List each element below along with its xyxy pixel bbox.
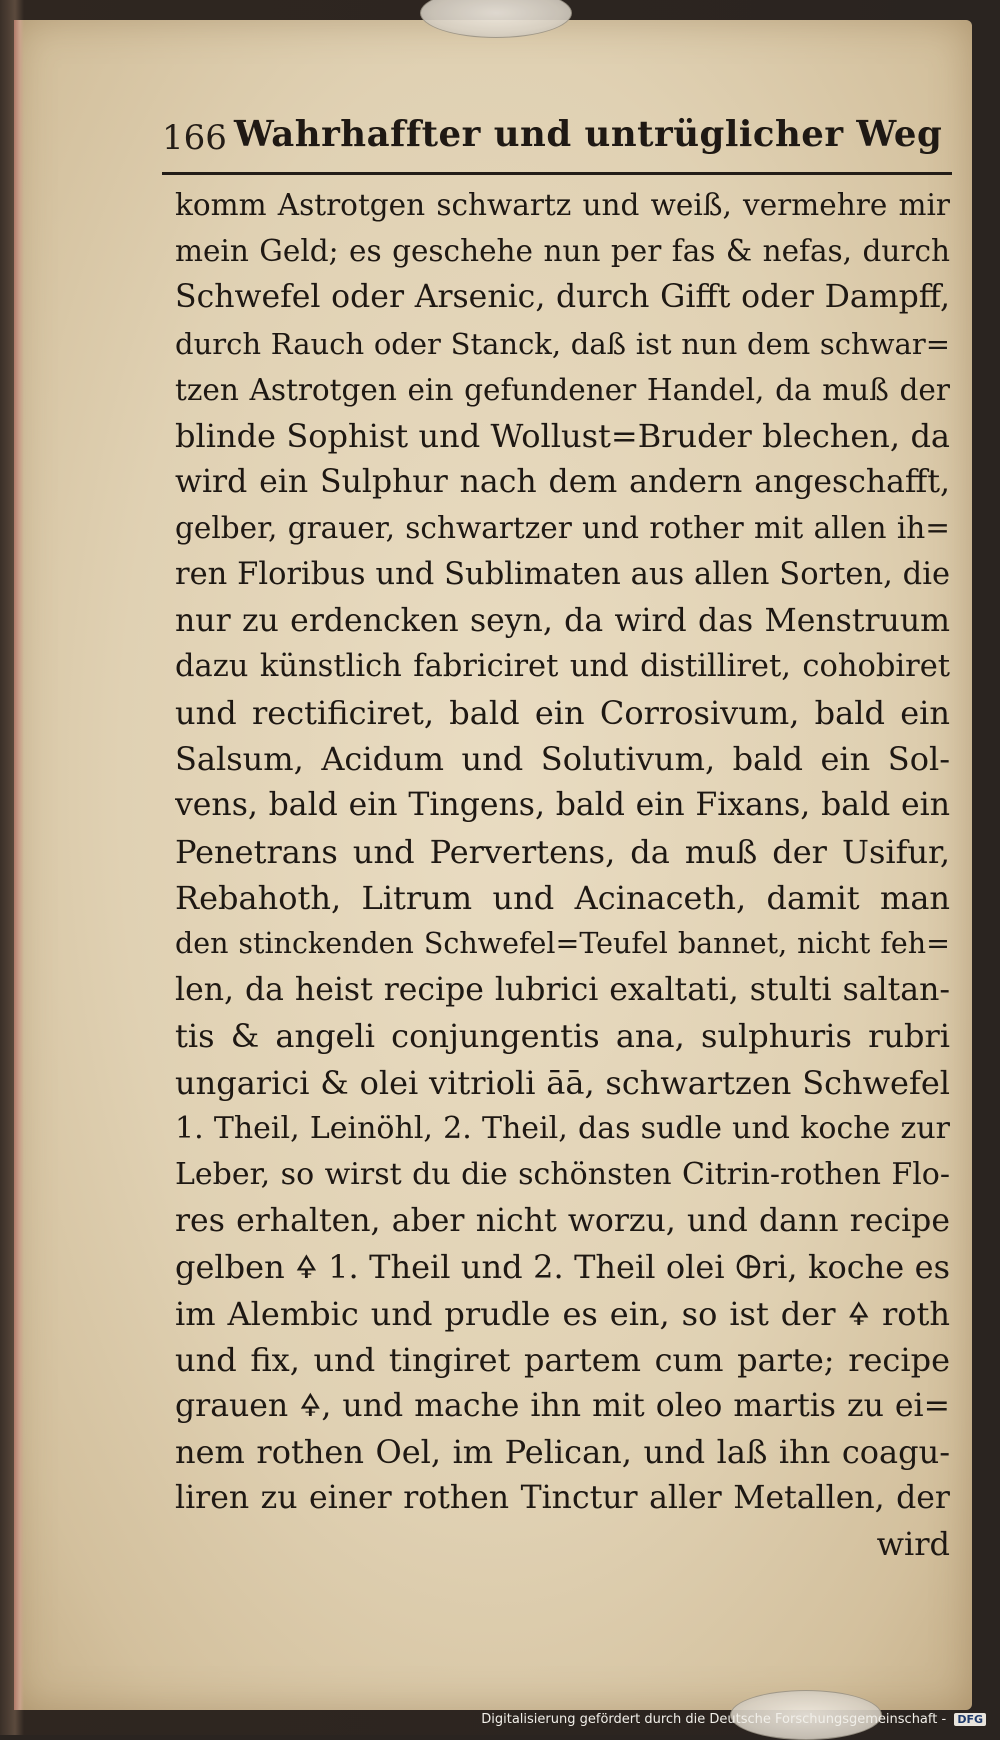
text-line: Schwefel oder Arsenic, durch Gifft oder Dampff, [175,279,950,316]
text-line: vens, bald ein Tingens, bald ein Fixans, bald ein [175,787,950,824]
credit-text: Digitalisierung gefördert durch die Deutsche Forschungsgemeinschaft - [481,1712,947,1727]
text-line: den stinckenden Schwefel=Teufel bannet, nicht feh= [175,927,950,960]
text-line: dazu künstlich fabriciret und distilliret, cohobiret [175,648,950,684]
text-line: Leber, so wirst du die schönsten Citrin-rothen Flo- [175,1156,950,1192]
text-line: nem rothen Oel, im Pelican, und laß ihn coagu- [175,1433,950,1472]
text-line: tis & angeli conjungentis ana, sulphuris rubri [175,1017,950,1056]
digitization-credit [481,1712,986,1727]
text-line: tzen Astrotgen ein gefundener Handel, da muß der [175,372,950,407]
page-number: 166 [162,118,227,158]
text-line: Penetrans und Pervertens, da muß der Usifur, [175,832,950,871]
text-line: wird ein Sulphur nach dem andern angeschafft, [175,464,950,501]
text-line: grauen 🜍, und mache ihn mit oleo martis zu ei= [175,1387,950,1424]
text-line: Rebahoth, Litrum und Acinaceth, damit man [175,878,950,917]
text-line: 1. Theil, Leinöhl, 2. Theil, das sudle und koche zur [175,1110,950,1146]
text-line: komm Astrotgen schwartz und weiß, vermehre mir [175,188,950,222]
text-line: und rectificiret, bald ein Corrosivum, bald ein [175,694,950,733]
text-line: im Alembic und prudle es ein, so ist der 🜍 roth [175,1294,950,1333]
text-line: gelben 🜍 1. Theil und 2. Theil olei 🜖ri, koche es [175,1248,950,1287]
text-line: liren zu einer rothen Tinctur aller Metallen, der [175,1480,950,1517]
page-edge [14,20,24,1710]
running-head: Wahrhaffter und untrüglicher Weg [234,114,943,155]
text-line: durch Rauch oder Stanck, daß ist nun dem schwar= [175,326,950,361]
page-header [162,110,952,175]
body-text [175,182,950,1568]
text-line: Salsum, Acidum und Solutivum, bald ein Sol- [175,740,950,779]
text-line: blinde Sophist und Wollust=Bruder blechen, da [175,416,950,455]
text-line: ungarici & olei vitrioli āā, schwartzen Schwefel [175,1063,950,1102]
text-line: ren Floribus und Sublimaten aus allen Sorten, die [175,556,950,592]
dfg-logo-icon: DFG [954,1713,986,1726]
text-line: gelber, grauer, schwartzer und rother mit allen ih= [175,511,950,546]
text-line: mein Geld; es geschehe nun per fas & nefas, durch [175,234,950,269]
text-line: nur zu erdencken seyn, da wird das Menstruum [175,602,950,639]
catchword: wird [876,1525,950,1564]
text-line: len, da heist recipe lubrici exaltati, stulti saltan- [175,972,950,1009]
text-line: res erhalten, aber nicht worzu, und dann recipe [175,1203,950,1240]
text-line: und fix, und tingiret partem cum parte; recipe [175,1340,950,1379]
